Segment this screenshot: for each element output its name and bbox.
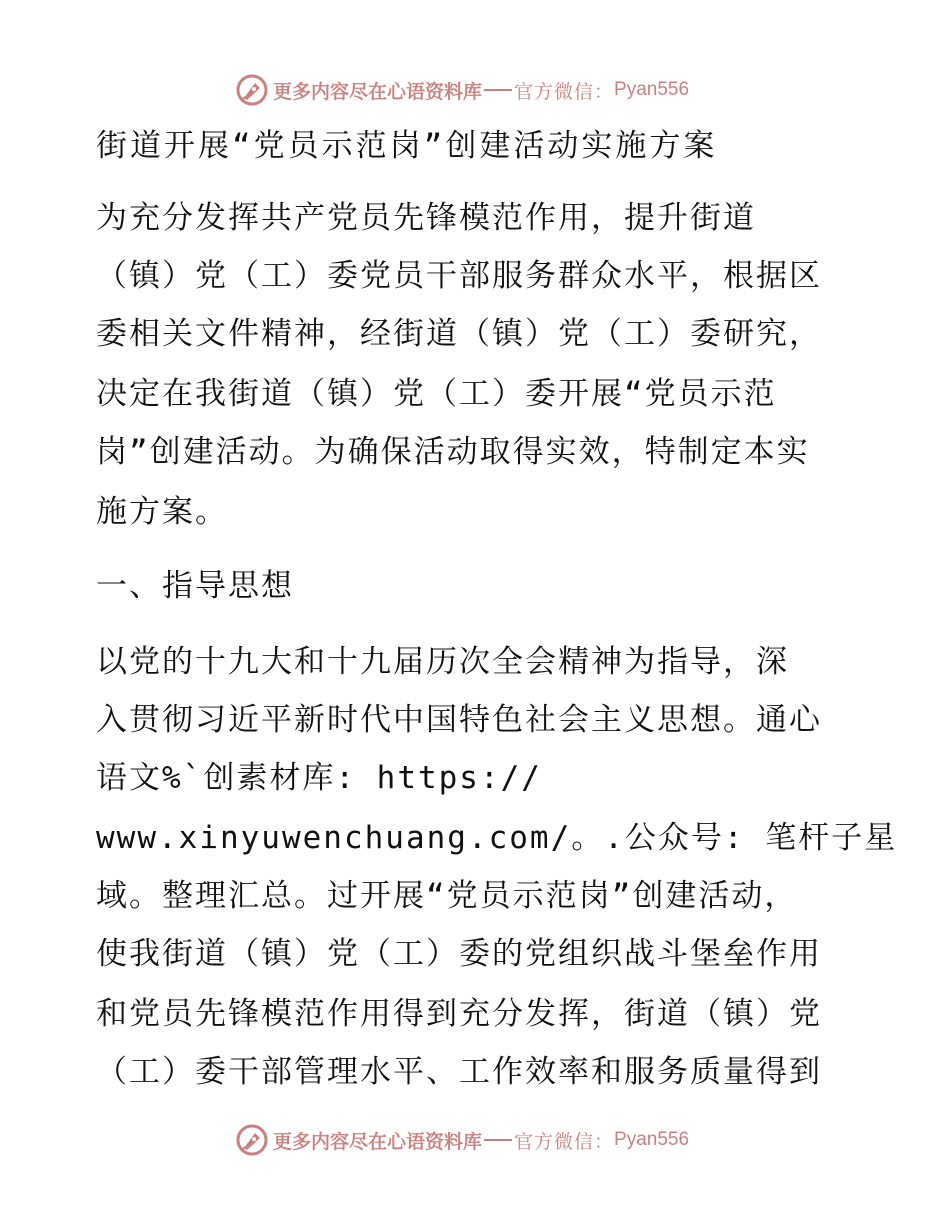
text-line: 使我街道（镇）党（工）委的党组织战斗堡垒作用 — [96, 936, 822, 972]
watermark-main-text: 更多内容尽在心语资料库 — [273, 1130, 483, 1153]
watermark-wechat-id: Pyan556 — [614, 79, 690, 100]
text-line: 委相关文件精神，经街道（镇）党（工）委研究， — [96, 316, 822, 352]
watermark-tail-text: 官方微信： — [514, 1130, 615, 1153]
section-heading: 一、指导思想 — [96, 568, 294, 604]
text-line: 语文%`创素材库: https:// — [96, 760, 542, 796]
text-line: www.xinyuwenchuang.com/。.公众号: 笔杆子星 — [96, 820, 898, 856]
footer-watermark — [235, 1122, 715, 1158]
text-line: （镇）党（工）委党员干部服务群众水平，根据区 — [96, 258, 822, 294]
text-line: （工）委干部管理水平、工作效率和服务质量得到 — [96, 1054, 822, 1090]
text-line: 和党员先锋模范作用得到充分发挥，街道（镇）党 — [96, 996, 822, 1032]
text-line: 岗”创建活动。为确保活动取得实效，特制定本实 — [96, 434, 810, 470]
pen-nib-circle-icon — [235, 1123, 269, 1157]
watermark-tail-text: 官方微信： — [514, 80, 615, 103]
pen-nib-circle-icon — [235, 73, 269, 107]
watermark-wechat-id: Pyan556 — [614, 1129, 690, 1150]
text-line: 域。整理汇总。过开展“党员示范岗”创建活动， — [96, 878, 798, 914]
header-watermark — [235, 72, 715, 108]
text-line: 以党的十九大和十九届历次全会精神为指导，深 — [96, 644, 789, 680]
watermark-main-text: 更多内容尽在心语资料库 — [273, 80, 483, 103]
text-line: 入贯彻习近平新时代中国特色社会主义思想。通心 — [96, 702, 822, 738]
text-line: 决定在我街道（镇）党（工）委开展“党员示范 — [96, 376, 777, 412]
text-line: 施方案。 — [96, 494, 228, 530]
document-title: 街道开展“党员示范岗”创建活动实施方案 — [96, 128, 718, 164]
watermark-dash — [484, 1139, 512, 1141]
text-line: 为充分发挥共产党员先锋模范作用，提升街道 — [96, 200, 756, 236]
watermark-dash — [484, 89, 512, 91]
